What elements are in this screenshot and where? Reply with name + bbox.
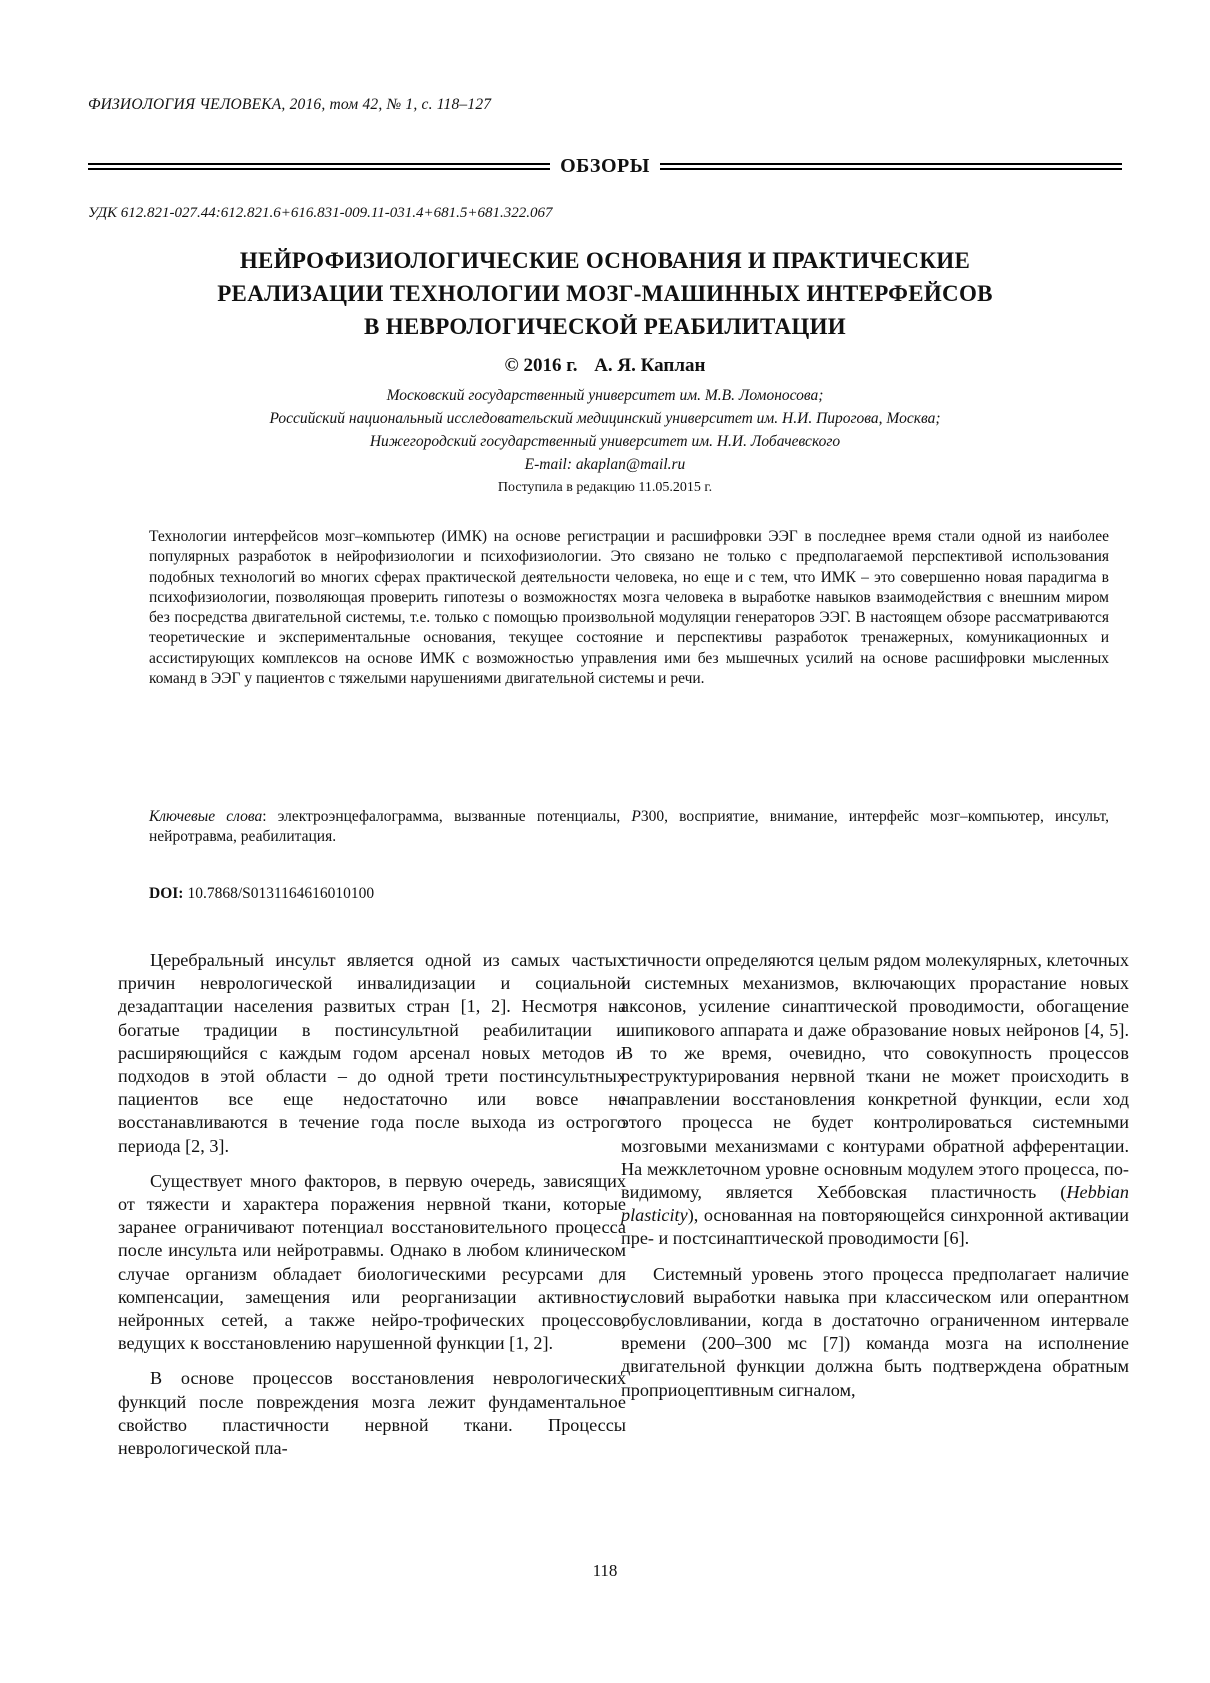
keywords-p-italic: P xyxy=(631,808,641,825)
affiliation: Российский национальный исследовательский медицинский университет им. Н.И. Пирогова, Москва; xyxy=(269,410,941,427)
paragraph: Системный уровень этого процесса предполагает наличие условий выработки навыка при классическом или оперантном обусловливании, когда в достаточно ограниченном интервале времени (200–300 мс [7]) команда мозга на исполнение двигательной функции должна быть подтверждена обратным проприоцептивным сигналом, xyxy=(621,1263,1129,1400)
author-name: А. Я. Каплан xyxy=(594,355,706,376)
affiliations xyxy=(88,384,1122,476)
title-line: НЕЙРОФИЗИОЛОГИЧЕСКИЕ ОСНОВАНИЯ И ПРАКТИЧЕСКИЕ xyxy=(239,248,971,273)
doi-value[interactable]: 10.7868/S0131164616010100 xyxy=(187,885,375,902)
paragraph xyxy=(621,949,1129,1251)
paragraph: Церебральный инсульт является одной из самых частых причин неврологической инвалидизации и социальной дезадаптации населения развитых стран [1, 2]. Несмотря на богатые традиции в постинсультной реабилитации и расширяющийся с каждым годом арсенал новых методов и подходов в этой области – до одной трети постинсультных пациентов все еще недостаточно или вовсе не восстанавливаются в течение года после выхода из острого периода [2, 3]. xyxy=(118,950,626,1156)
body-right-column xyxy=(621,949,1129,1414)
abstract: Технологии интерфейсов мозг–компьютер (ИМК) на основе регистрации и расшифровки ЭЭГ в последнее время стали одной из наиболее популярных разработок в нейрофизиологии и психофизиологии. Это связано не только с предполагаемой перспективой использования подобных технологий во многих сферах практической деятельности человека, но еще и с тем, что ИМК – это совершенно новая парадигма в психофизиологии, позволяющая проверить гипотезы о возможностях мозга человека в выработке навыков взаимодействия с внешним миром без посредства двигательной системы, т.е. только с помощью произвольной модуляции генераторов ЭЭГ. В настоящем обзоре рассматриваются теоретические и экспериментальные основания, текущее состояние и перспективы разработок тренажерных, комуникационных и ассистирующих комплексов на основе ИМК с возможностью управления ими без мышечных усилий на основе расшифровки мысленных команд в ЭЭГ у пациентов с тяжелыми нарушениями двигательной системы и речи. xyxy=(149,528,1109,688)
author-email[interactable]: E-mail: akaplan@mail.ru xyxy=(524,456,686,473)
page-number: 118 xyxy=(592,1561,618,1580)
journal-citation: ФИЗИОЛОГИЯ ЧЕЛОВЕКА, 2016, том 42, № 1, с. 118–127 xyxy=(88,96,492,113)
affiliation: Нижегородский государственный университет им. Н.И. Лобачевского xyxy=(369,433,841,450)
keywords-text: : электроэнцефалограмма, вызванные потенциалы, xyxy=(262,808,632,825)
keywords-label: Ключевые слова xyxy=(149,808,263,825)
article-title xyxy=(88,244,1122,343)
title-line: В НЕВРОЛОГИЧЕСКОЙ РЕАБИЛИТАЦИИ xyxy=(364,314,846,339)
section-header xyxy=(88,154,1122,178)
paragraph: В основе процессов восстановления неврологических функций после повреждения мозга лежит фундаментальное свойство пластичности нервной ткани. Процессы неврологической пла- xyxy=(118,1368,626,1459)
keywords xyxy=(149,807,1109,848)
received-date: Поступила в редакцию 11.05.2015 г. xyxy=(497,480,713,495)
double-rule-right xyxy=(660,163,1122,170)
doi-label: DOI: xyxy=(149,885,184,902)
keywords-text-rest: 300, восприятие, внимание, интерфейс мозг–компьютер, инсульт, нейротравма, реабилитация. xyxy=(149,808,1110,846)
double-rule-left xyxy=(88,163,550,170)
paragraph-text: ), основанная на повторяющейся синхронной активации пре- и постсинаптической проводимости [6]. xyxy=(621,1205,1129,1249)
doi xyxy=(149,885,374,903)
author-line xyxy=(88,355,1122,377)
title-line: РЕАЛИЗАЦИИ ТЕХНОЛОГИИ МОЗГ-МАШИННЫХ ИНТЕРФЕЙСОВ xyxy=(217,281,993,306)
section-title: ОБЗОРЫ xyxy=(560,154,650,177)
italic-term: Hebbian plasticity xyxy=(621,1182,1129,1226)
affiliation: Московский государственный университет им. М.В. Ломоносова; xyxy=(386,387,824,404)
body-left-column xyxy=(118,949,626,1472)
paragraph: Существует много факторов, в первую очередь, зависящих от тяжести и характера поражения нервной ткани, которые заранее ограничивают потенциал восстановительного процесса после инсульта или нейротравмы. Однако в любом клиническом случае организм обладает биологическими ресурсами для компенсации, замещения или реорганизации активности нейронных сетей, а также нейро-трофических процессов, ведущих к восстановлению нарушенной функции [1, 2]. xyxy=(118,1170,626,1354)
copyright-year: © 2016 г. xyxy=(504,355,578,376)
paragraph-text: стичности определяются целым рядом молекулярных, клеточных и системных механизмов, включающих прорастание новых аксонов, усиление синаптической проводимости, обогащение шипикового аппарата и даже образование новых нейронов [4, 5]. В то же время, очевидно, что совокупность процессов реструктурирования нервной ткани не может происходить в направлении восстановления конкретной функции, если ход этого процесса не будет контролироваться системными мозговыми механизмами с контурами обратной афферентации. На межклеточном уровне основным модулем этого процесса, по-видимому, является Хеббовская пластичность ( xyxy=(621,950,1129,1203)
udc-code: УДК 612.821-027.44:612.821.6+616.831-009.11-031.4+681.5+681.322.067 xyxy=(88,205,553,221)
